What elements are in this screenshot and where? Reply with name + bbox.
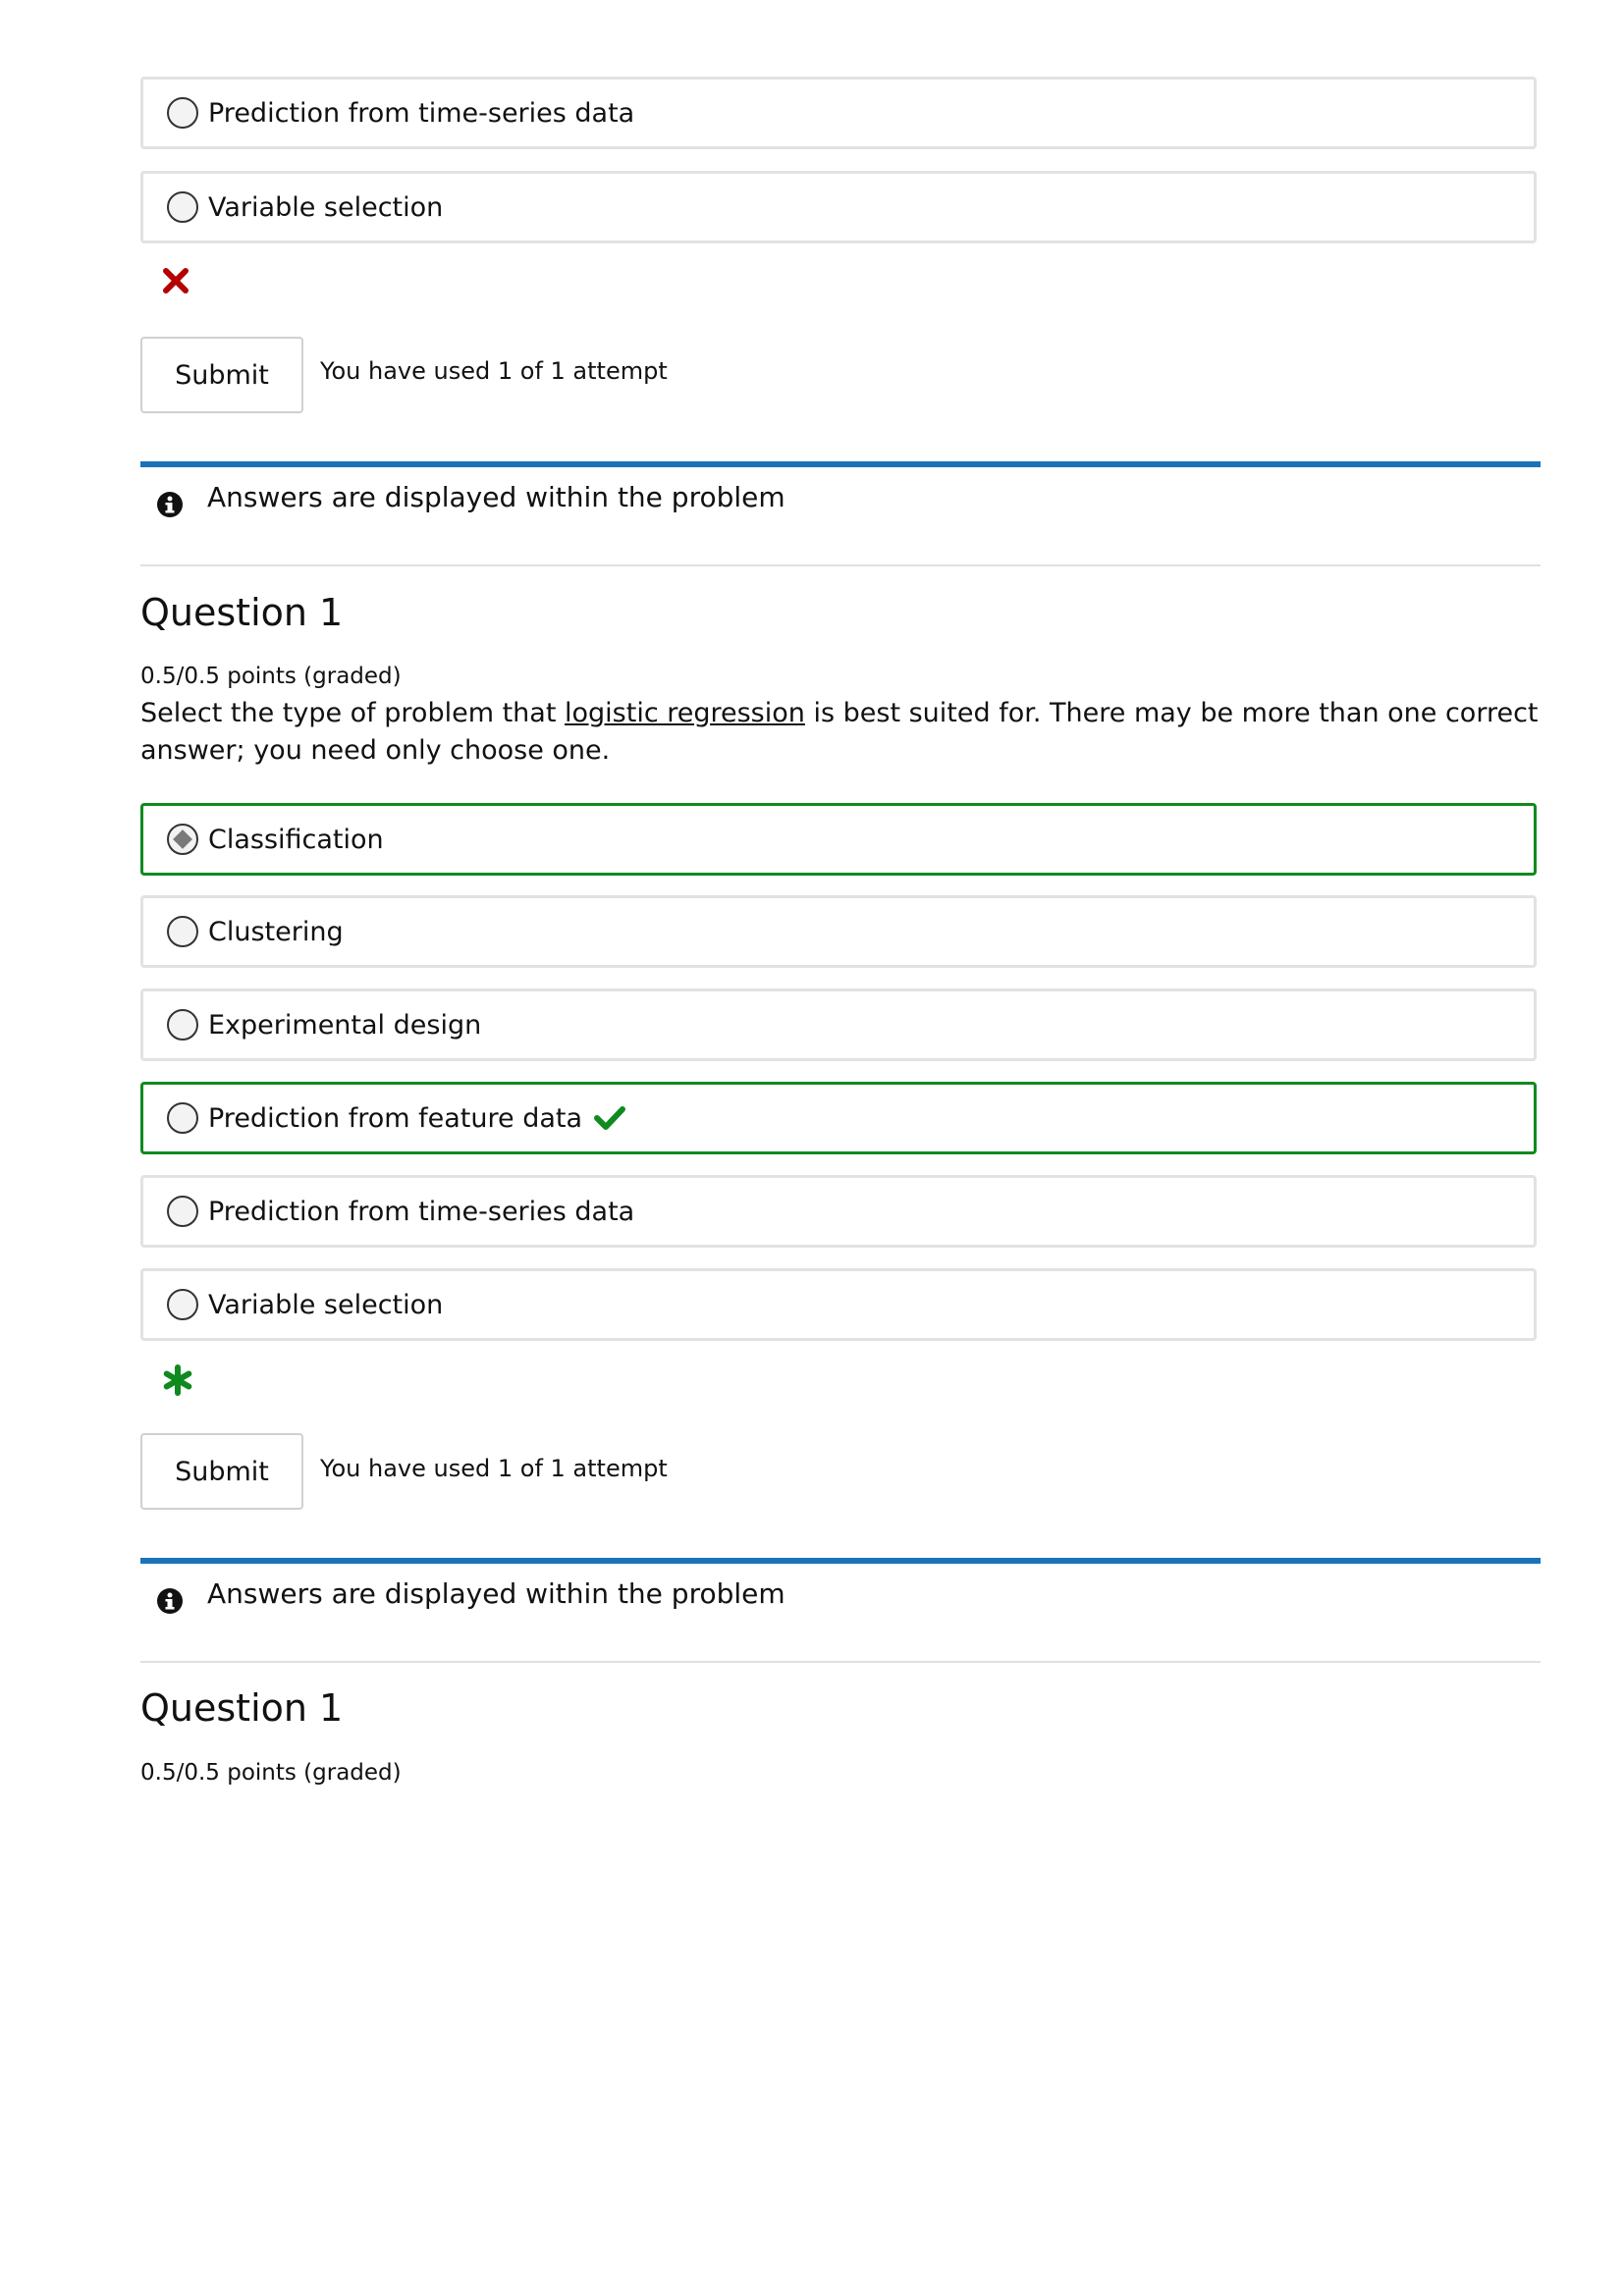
option-label: Prediction from time-series data (208, 97, 635, 129)
answer-option[interactable] (140, 1175, 1537, 1248)
radio-button[interactable] (167, 1009, 198, 1041)
points-text: 0.5/0.5 points (graded) (140, 1760, 402, 1786)
option-label: Classification (208, 824, 384, 855)
option-label: Prediction from feature data (208, 1102, 583, 1134)
option-label: Clustering (208, 916, 344, 947)
radio-button[interactable] (167, 1102, 198, 1134)
radio-button[interactable] (167, 916, 198, 947)
glossary-link[interactable]: logistic regression (565, 698, 805, 728)
prompt-text: is best suited for. There may be more than one correct answer; you need only choose one. (140, 698, 1539, 766)
question-title: Question 1 (140, 591, 344, 634)
option-label: Experimental design (208, 1009, 482, 1041)
question-title: Question 1 (140, 1686, 344, 1730)
option-label: Variable selection (208, 191, 444, 223)
notice-text: Answers are displayed within the problem (207, 1577, 785, 1610)
answer-option[interactable] (140, 77, 1537, 149)
answers-notice (140, 461, 1541, 560)
radio-button[interactable] (167, 97, 198, 129)
answers-notice (140, 1558, 1541, 1656)
correct-check-icon (594, 1105, 625, 1131)
points-text: 0.5/0.5 points (graded) (140, 664, 402, 689)
radio-button-selected[interactable] (167, 824, 198, 855)
divider (140, 564, 1541, 566)
answer-option[interactable] (140, 171, 1537, 243)
question-prompt (140, 695, 1541, 770)
answer-option[interactable] (140, 803, 1537, 876)
notice-text: Answers are displayed within the problem (207, 481, 785, 513)
correct-asterisk-icon (162, 1364, 193, 1400)
answer-option[interactable] (140, 988, 1537, 1061)
divider (140, 1661, 1541, 1663)
radio-button[interactable] (167, 1196, 198, 1227)
info-icon (156, 1587, 184, 1619)
radio-button[interactable] (167, 191, 198, 223)
option-label: Prediction from time-series data (208, 1196, 635, 1227)
answer-option[interactable] (140, 895, 1537, 968)
submit-button[interactable]: Submit (140, 337, 303, 413)
prompt-text: Select the type of problem that (140, 698, 565, 728)
radio-button[interactable] (167, 1289, 198, 1320)
info-icon (156, 491, 184, 522)
answer-option[interactable] (140, 1268, 1537, 1341)
attempts-text: You have used 1 of 1 attempt (320, 1455, 668, 1482)
submit-button[interactable]: Submit (140, 1433, 303, 1510)
answer-option[interactable] (140, 1082, 1537, 1154)
attempts-text: You have used 1 of 1 attempt (320, 357, 668, 385)
option-label: Variable selection (208, 1289, 444, 1320)
incorrect-x-icon (162, 267, 189, 298)
